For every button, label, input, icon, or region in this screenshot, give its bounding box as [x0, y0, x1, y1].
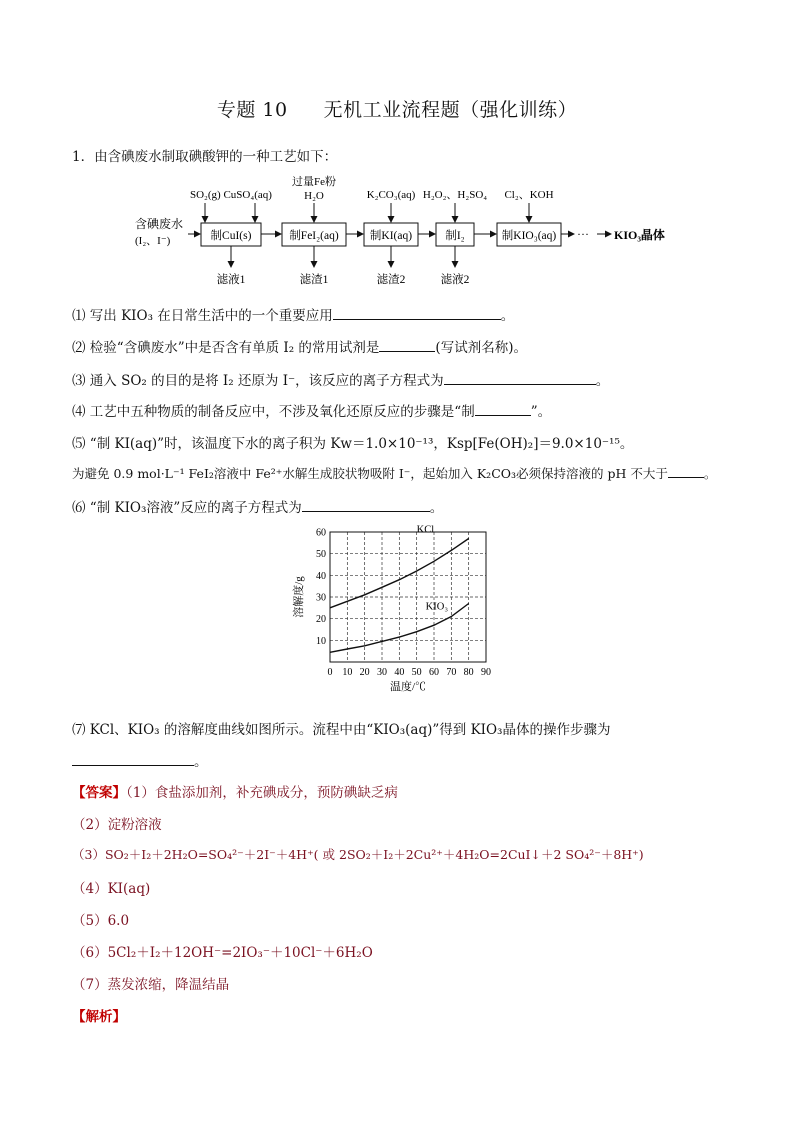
answer-4: （4）KI(aq)	[72, 881, 151, 897]
chart-xtick-label: 0	[327, 667, 333, 678]
flow-box-fei2-label: 制FeI₂(aq)	[289, 230, 339, 242]
flow-reagent-fe: 过量Fe粉	[292, 176, 336, 188]
answer-blank-4[interactable]	[475, 402, 531, 416]
flow-input-label: 含碘废水	[135, 217, 184, 231]
flow-ellipsis: ···	[577, 227, 589, 241]
chart-ylabel: 溶解度/g	[293, 576, 305, 618]
flow-box-kio3-label: 制KIO₃(aq)	[501, 230, 557, 242]
analysis-label-row	[72, 1005, 126, 1025]
page-title	[0, 95, 794, 122]
flow-reagent-cl2: Cl₂、KOH	[504, 189, 554, 201]
chart-xtick-label: 90	[481, 667, 491, 678]
chart-xtick-label: 40	[394, 667, 405, 678]
answer-5: （5）6.0	[72, 913, 130, 929]
answer-blank-5[interactable]	[668, 464, 704, 478]
flow-box-i2-label: 制I₂	[445, 230, 465, 242]
chart-xtick-label: 50	[411, 667, 422, 678]
analysis-label: 【解析】	[72, 1009, 126, 1025]
chart-xtick-label: 10	[342, 667, 353, 678]
answer-blank-3[interactable]	[444, 371, 596, 385]
flow-output-filtrate2: 滤液2	[440, 274, 470, 286]
answer-2: （2）淀粉溶液	[72, 817, 162, 833]
question-stem: 1．由含碘废水制取碘酸钾的一种工艺如下：	[72, 149, 338, 165]
subq-6: ⑹ “制 KIO₃溶液”反应的离子方程式为 。	[72, 500, 444, 516]
subq-4: ⑷ 工艺中五种物质的制备反应中，不涉及氧化还原反应的步骤是“制 ”。	[72, 404, 552, 420]
subq-5b: 为避免 0.9 mol·L⁻¹ FeI₂溶液中 Fe²⁺水解生成胶状物吸附 I⁻，起始加入 K₂CO₃必须保持溶液的 pH 不大于 。	[72, 466, 717, 481]
subq-2: ⑵ 检验“含碘废水”中是否含有单质 I₂ 的常用试剂是 (写试剂名称)。	[72, 340, 527, 356]
flow-output-residue1: 滤渣1	[299, 274, 329, 286]
chart-xtick-label: 80	[463, 667, 474, 678]
subq-5: ⑸ “制 KI(aq)”时，该温度下水的离子积为 Kw＝1.0×10⁻¹³，Ksp[Fe(OH)₂]＝9.0×10⁻¹⁵。	[72, 436, 634, 452]
answer-6: （6）5Cl₂＋I₂＋12OH⁻=2IO₃⁻＋10Cl⁻＋6H₂O	[72, 945, 373, 961]
subq-7: ⑺ KCl、KIO₃ 的溶解度曲线如图所示。流程中由“KIO₃(aq)”得到 KIO₃晶体的操作步骤为	[72, 722, 611, 738]
subq-7-blank-line: 。	[72, 750, 208, 770]
chart-xtick-label: 30	[377, 667, 387, 678]
solubility-chart	[290, 522, 505, 702]
title-sub: 无机工业流程题（强化训练）	[323, 99, 578, 121]
chart-ytick-label: 40	[316, 570, 326, 582]
flow-reagent-cui: SO₂(g) CuSO₄(aq)	[190, 189, 272, 201]
chart-ytick-label: 10	[316, 635, 326, 647]
chart-xtick-label: 70	[446, 667, 457, 678]
title-main: 专题 10	[216, 99, 288, 121]
flow-product: KIO₃晶体	[614, 228, 665, 242]
chart-ytick-label: 20	[316, 614, 326, 626]
subq-3: ⑶ 通入 SO₂ 的目的是将 I₂ 还原为 I⁻，该反应的离子方程式为 。	[72, 373, 610, 389]
chart-series-label: KCl	[416, 524, 435, 536]
subq-1: ⑴ 写出 KIO₃ 在日常生活中的一个重要应用 。	[72, 308, 515, 324]
chart-ytick-label: 50	[316, 549, 326, 561]
flow-reagent-k2co3: K₂CO₃(aq)	[366, 189, 416, 201]
flow-reagent-h2o: H₂O	[304, 190, 324, 202]
flow-reagent-h2o2: H₂O₂、H₂SO₄	[422, 189, 488, 201]
flow-box-cui-label: 制CuI(s)	[210, 230, 252, 242]
process-flow-diagram	[130, 172, 690, 290]
chart-ytick-label: 60	[316, 527, 326, 539]
answer-blank-6[interactable]	[302, 498, 430, 512]
flow-input-species: (I₂、I⁻)	[135, 235, 171, 247]
answer-1: 【答案】（1）食盐添加剂，补充碘成分，预防碘缺乏病	[72, 785, 398, 801]
answer-7: （7）蒸发浓缩，降温结晶	[72, 977, 230, 993]
answer-blank-2[interactable]	[379, 338, 435, 352]
answer-3: （3）SO₂＋I₂＋2H₂O=SO₄²⁻＋2I⁻＋4H⁺( 或 2SO₂＋I₂＋2Cu²⁺＋4H₂O=2CuI↓＋2 SO₄²⁻＋8H⁺)	[72, 847, 644, 862]
flow-output-filtrate1: 滤液1	[216, 274, 246, 286]
chart-xtick-label: 60	[429, 667, 439, 678]
chart-series-label: KIO₃	[425, 601, 448, 613]
answer-blank-1[interactable]	[333, 306, 501, 320]
flow-output-residue2: 滤渣2	[376, 274, 406, 286]
chart-xtick-label: 20	[359, 667, 370, 678]
chart-xlabel: 温度/℃	[389, 681, 427, 693]
answer-blank-7[interactable]	[72, 752, 194, 766]
flow-box-ki-label: 制KI(aq)	[369, 230, 413, 242]
chart-ytick-label: 30	[316, 592, 326, 604]
answer-label: 【答案】	[72, 785, 126, 801]
